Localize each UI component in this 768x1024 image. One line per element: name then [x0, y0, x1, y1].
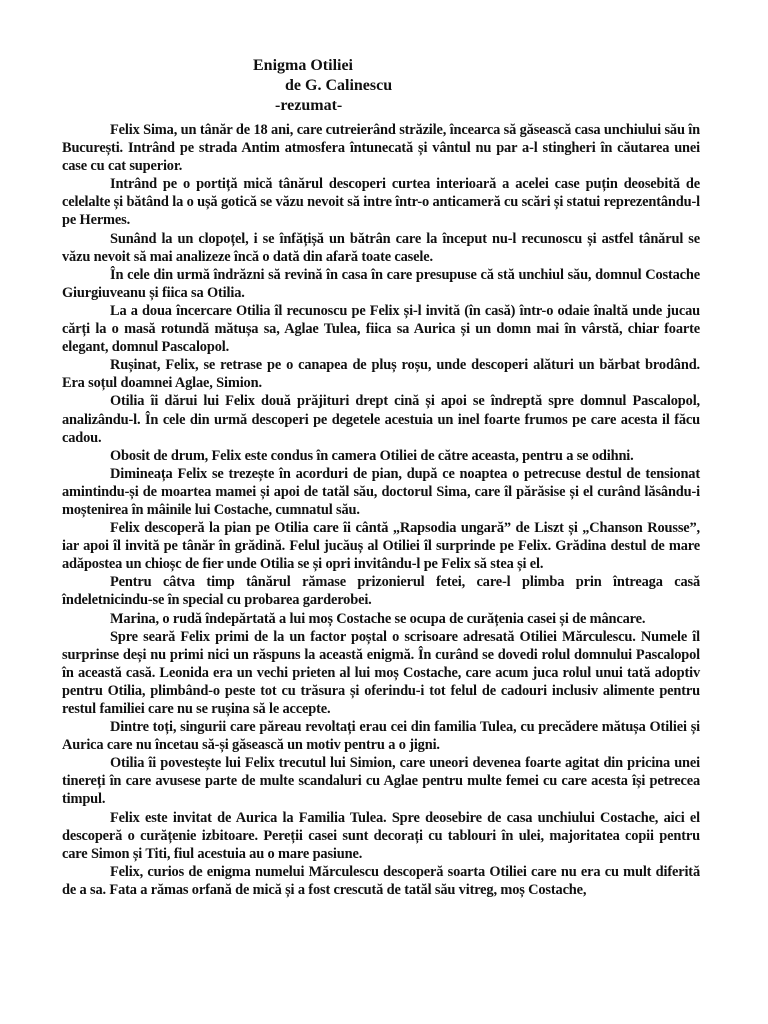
paragraph: Rușinat, Felix, se retrase pe o canapea de pluș roșu, unde descoperi alături un bărbat brodând. Era soțul doamnei Aglae, Simion.: [62, 357, 700, 392]
paragraph: Felix Sima, un tânăr de 18 ani, care cutreierând străzile, încearca să găsească casa unchiului său în București. Intrând pe strada Antim atmosfera întunecată și vântul nu par a-l stingheri în căutarea unei case cu cat superior.: [62, 122, 700, 175]
paragraph: Obosit de drum, Felix este condus în camera Otiliei de către aceasta, pentru a se odihni.: [110, 447, 634, 464]
body-text: [62, 121, 700, 899]
paragraph: Dintre toți, singurii care păreau revoltați erau cei din familia Tulea, cu precădere mătușa Otiliei și Aurica care nu încetau să-și găsească un motiv pentru a o jigni.: [62, 719, 700, 754]
paragraph: La a doua încercare Otilia îl recunoscu pe Felix și-l invită (în casă) într-o odaie înaltă unde jucau cărți la o masă rotundă mătușa sa, Aglae Tulea, fiica sa Aurica și un domn mai în vârstă, chiar foarte elegant, domnul Pascalopol.: [62, 302, 700, 356]
paragraph: Otilia îi dărui lui Felix două prăjituri drept cină și apoi se îndreptă spre domnul Pascalopol, analizându-l. În cele din urmă descoperi pe degetele acestuia un inel foarte frumos pe care acesta il făcu cadou.: [62, 393, 700, 446]
document-subtitle: -rezumat-: [275, 97, 343, 114]
paragraph: Felix descoperă la pian pe Otilia care îi cântă „Rapsodia ungară” de Liszt și „Chanson Rousse”, iar apoi îl invită pe tânăr în grădină. Felul jucăuș al Otiliei îl surprinde pe Felix. Grădina destul de mare adăpostea un chioșc de fier unde Otilia se și opri invitându-l pe Felix să stea și el.: [62, 520, 700, 573]
paragraph: Felix, curios de enigma numelui Mărculescu descoperă soarta Otiliei care nu era cu mult diferită de a sa. Fata a rămas orfană de mică și a fost crescută de tatăl său vitreg, moș Costache,: [62, 863, 700, 898]
title-block: [253, 56, 392, 116]
paragraph: Intrând pe o portiță mică tânărul descoperi curtea interioară a acelei case puțin deosebită de celelalte și bătând la o ușă gotică se văzu nevoit să intre într-o anticameră cu scări și statui reprezentându-l pe Hermes.: [62, 176, 700, 229]
paragraph: Pentru câtva timp tânărul rămase prizonierul fetei, care-l plimba prin întreaga casă îndeletnicindu-se în special cu probarea garderobei.: [62, 574, 700, 609]
paragraph: Marina, o rudă îndepărtată a lui moș Costache se ocupa de curățenia casei și de mâncare.: [110, 610, 646, 627]
paragraph: Otilia îi povestește lui Felix trecutul lui Simion, care uneori devenea foarte agitat din pricina unei tinereți în care avusese parte de multe scandaluri cu Aglae pentru multe femei cu care acesta își petrecea timpul.: [62, 755, 700, 808]
paragraph: Sunând la un clopoțel, i se înfățișă un bătrân care la început nu-l recunoscu și astfel tânărul se văzu nevoit să mai analizeze încă o dată din afară toate casele.: [62, 230, 700, 265]
paragraph: Spre seară Felix primi de la un factor poștal o scrisoare adresată Otiliei Mărculescu. Numele îl surprinse deși nu primi nici un răspuns la această enigmă. În curând se dovedi rolul domnului Pascalopol în această casă. Leonida era un vechi prieten al lui moș Costache, care acum juca rolul unui tată adoptiv pentru Otilia, plimbând-o peste tot cu trăsura și oferindu-i tot felul de cadouri inclusiv alimente pentru restul familiei care nu se rușina să le accepte.: [62, 628, 700, 717]
document-author: de G. Calinescu: [285, 77, 393, 94]
paragraph: În cele din urmă îndrăzni să revină în casa în care presupuse că stă unchiul său, domnul Costache Giurgiuveanu și fiica sa Otilia.: [62, 266, 700, 301]
document-title: Enigma Otiliei: [253, 57, 353, 74]
paragraph: Dimineața Felix se trezește în acorduri de pian, după ce noaptea o petrecuse destul de tensionat amintindu-și de moartea mamei și apoi de tatăl său, doctorul Sima, care îl părăsise și el curând lăsându-i moștenirea în mâinile lui Costache, cumnatul său.: [62, 465, 700, 518]
paragraph: Felix este invitat de Aurica la Familia Tulea. Spre deosebire de casa unchiului Costache, aici el descoperă o curățenie izbitoare. Pereții casei sunt decorați cu tablouri în ulei, majoritatea copii pentru care Simon și Titi, fiul acestuia au o mare pasiune.: [62, 809, 700, 862]
